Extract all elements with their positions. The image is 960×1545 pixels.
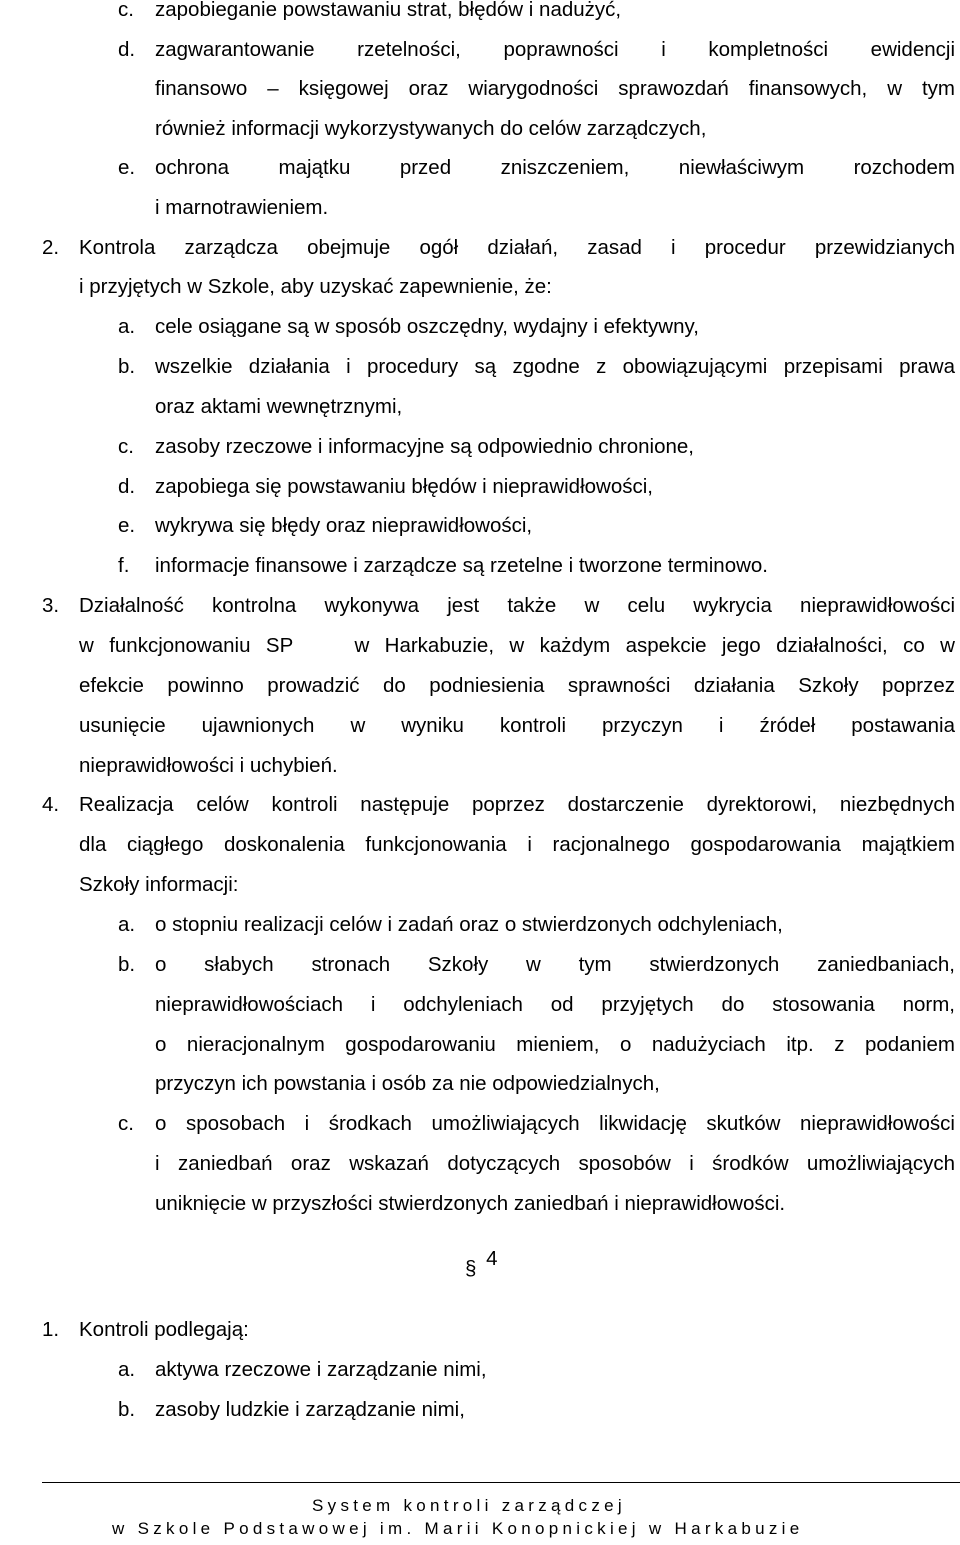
footer-rule [42, 1482, 960, 1483]
section-item-1-sub-label-b: b. [118, 1398, 136, 1421]
item-2-number: 2. [42, 236, 60, 259]
item-2-line2: i przyjętych w Szkole, aby uzyskać zapewnienie, że: [79, 275, 552, 298]
item-2-sub-e-text: wykrywa się błędy oraz nieprawidłowości, [155, 514, 533, 537]
item-2-sub-label-c: c. [118, 435, 134, 458]
item-2-sub-b-line1: wszelkie działania i procedury są zgodne z obowiązującymi przepisami prawa [155, 355, 955, 378]
list-item-c-text: zapobieganie powstawaniu strat, błędów i nadużyć, [155, 0, 622, 21]
list-item-d-line2: finansowo – księgowej oraz wiarygodności sprawozdań finansowych, w tym [155, 77, 955, 100]
item-3-line4: usunięcie ujawnionych w wyniku kontroli przyczyn i źródeł postawania [79, 714, 955, 737]
list-label-d: d. [118, 38, 136, 61]
section-item-1-text: Kontroli podlegają: [79, 1318, 249, 1341]
item-4-sub-c-line1: o sposobach i środkach umożliwiających likwidację skutków nieprawidłowości [155, 1112, 955, 1135]
item-3-number: 3. [42, 594, 60, 617]
item-4-sub-a-text: o stopniu realizacji celów i zadań oraz o stwierdzonych odchyleniach, [155, 913, 783, 936]
item-2-line1: Kontrola zarządcza obejmuje ogół działań, zasad i procedur przewidzianych [79, 236, 955, 259]
item-4-line2: dla ciągłego doskonalenia funkcjonowania i racjonalnego gospodarowania majątkiem [79, 833, 955, 856]
list-item-d-line3: również informacji wykorzystywanych do celów zarządczych, [155, 117, 707, 140]
item-4-sub-b-line3: o nieracjonalnym gospodarowaniu mieniem, o nadużyciach itp. z podaniem [155, 1033, 955, 1056]
item-2-sub-f-text: informacje finansowe i zarządcze są rzetelne i tworzone terminowo. [155, 554, 768, 577]
footer-line-1: System kontroli zarządczej [312, 1496, 626, 1515]
section-item-1-number: 1. [42, 1318, 60, 1341]
item-3-line5: nieprawidłowości i uchybień. [79, 754, 338, 777]
list-item-e-line2: i marnotrawieniem. [155, 196, 329, 219]
item-4-sub-label-c: c. [118, 1112, 134, 1135]
section-item-1-sub-b-text: zasoby ludzkie i zarządzanie nimi, [155, 1398, 465, 1421]
section-symbol: § [465, 1257, 477, 1280]
section-item-1-sub-a-text: aktywa rzeczowe i zarządzanie nimi, [155, 1358, 487, 1381]
item-4-sub-b-line1: o słabych stronach Szkoły w tym stwierdzonych zaniedbaniach, [155, 953, 955, 976]
section-item-1-sub-label-a: a. [118, 1358, 136, 1381]
item-2-sub-c-text: zasoby rzeczowe i informacyjne są odpowiednio chronione, [155, 435, 694, 458]
list-label-e: e. [118, 156, 136, 179]
item-3-line1: Działalność kontrolna wykonywa jest także w celu wykrycia nieprawidłowości [79, 594, 955, 617]
item-4-number: 4. [42, 793, 60, 816]
item-4-sub-c-line3: uniknięcie w przyszłości stwierdzonych zaniedbań i nieprawidłowości. [155, 1192, 786, 1215]
item-2-sub-label-b: b. [118, 355, 136, 378]
list-label-c: c. [118, 0, 134, 21]
item-3-line3: efekcie powinno prowadzić do podniesienia sprawności działania Szkoły poprzez [79, 674, 955, 697]
item-4-line1: Realizacja celów kontroli następuje poprzez dostarczenie dyrektorowi, niezbędnych [79, 793, 955, 816]
item-4-sub-b-line2: nieprawidłowościach i odchyleniach od przyjętych do stosowania norm, [155, 993, 955, 1016]
item-2-sub-a-text: cele osiągane są w sposób oszczędny, wydajny i efektywny, [155, 315, 699, 338]
item-4-sub-label-a: a. [118, 913, 136, 936]
footer-line-2: w Szkole Podstawowej im. Marii Konopnickiej w Harkabuzie [112, 1519, 804, 1538]
item-2-sub-label-e: e. [118, 514, 136, 537]
item-4-line3: Szkoły informacji: [79, 873, 239, 896]
item-4-sub-c-line2: i zaniedbań oraz wskazań dotyczących sposobów i środków umożliwiających [155, 1152, 955, 1175]
item-2-sub-label-d: d. [118, 475, 136, 498]
item-2-sub-label-f: f. [118, 554, 130, 577]
list-item-d-line1: zagwarantowanie rzetelności, poprawności i kompletności ewidencji [155, 38, 955, 61]
item-2-sub-b-line2: oraz aktami wewnętrznymi, [155, 395, 403, 418]
section-number: 4 [486, 1247, 498, 1270]
item-2-sub-d-text: zapobiega się powstawaniu błędów i nieprawidłowości, [155, 475, 653, 498]
item-3-line2: w funkcjonowaniu SP w Harkabuzie, w każdym aspekcie jego działalności, co w [79, 634, 955, 657]
item-2-sub-label-a: a. [118, 315, 136, 338]
item-4-sub-b-line4: przyczyn ich powstania i osób za nie odpowiedzialnych, [155, 1072, 660, 1095]
section-heading [465, 1247, 498, 1283]
list-item-e-line1: ochrona majątku przed zniszczeniem, niewłaściwym rozchodem [155, 156, 955, 179]
item-4-sub-label-b: b. [118, 953, 136, 976]
